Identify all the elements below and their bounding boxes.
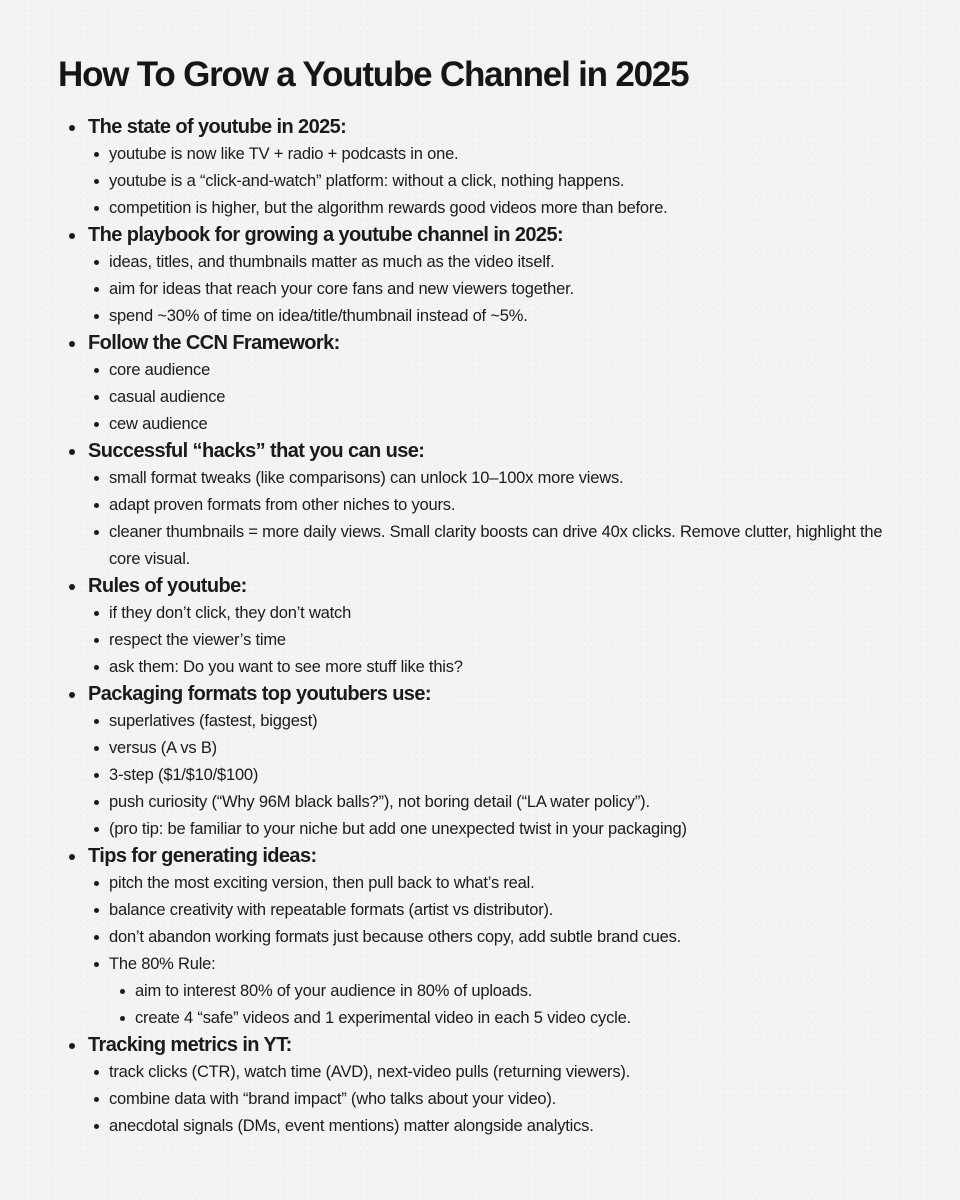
list-item: core audience xyxy=(88,357,918,384)
list-item: balance creativity with repeatable formats (artist vs distributor). xyxy=(88,897,918,924)
section-packaging-formats xyxy=(58,681,918,843)
list-item: if they don’t click, they don’t watch xyxy=(88,600,918,627)
section-hacks xyxy=(58,438,918,573)
bullet-list xyxy=(88,870,918,1032)
bullet-list xyxy=(88,465,918,573)
section-heading: The state of youtube in 2025: xyxy=(88,116,347,138)
page-title: How To Grow a Youtube Channel in 2025 xyxy=(58,55,689,94)
list-item: adapt proven formats from other niches to yours. xyxy=(88,492,918,519)
list-item: competition is higher, but the algorithm rewards good videos more than before. xyxy=(88,195,918,222)
section-list xyxy=(58,114,918,1140)
list-item: spend ~30% of time on idea/title/thumbnail instead of ~5%. xyxy=(88,303,918,330)
section-heading: Successful “hacks” that you can use: xyxy=(88,440,425,462)
list-item: anecdotal signals (DMs, event mentions) matter alongside analytics. xyxy=(88,1113,918,1140)
section-idea-tips xyxy=(58,843,918,1032)
list-item: respect the viewer’s time xyxy=(88,627,918,654)
list-item: (pro tip: be familiar to your niche but add one unexpected twist in your packaging) xyxy=(88,816,918,843)
list-item: ideas, titles, and thumbnails matter as much as the video itself. xyxy=(88,249,918,276)
section-rules xyxy=(58,573,918,681)
list-item: track clicks (CTR), watch time (AVD), next-video pulls (returning viewers). xyxy=(88,1059,918,1086)
list-item: don’t abandon working formats just because others copy, add subtle brand cues. xyxy=(88,924,918,951)
section-ccn-framework xyxy=(58,330,918,438)
list-item-label: The 80% Rule: xyxy=(109,955,216,973)
list-item: push curiosity (“Why 96M black balls?”), not boring detail (“LA water policy”). xyxy=(88,789,918,816)
bullet-list xyxy=(88,600,918,681)
list-item: small format tweaks (like comparisons) can unlock 10–100x more views. xyxy=(88,465,918,492)
section-heading: Follow the CCN Framework: xyxy=(88,332,340,354)
section-tracking-metrics xyxy=(58,1032,918,1140)
list-item: casual audience xyxy=(88,384,918,411)
list-item: youtube is a “click-and-watch” platform: without a click, nothing happens. xyxy=(88,168,918,195)
list-item: versus (A vs B) xyxy=(88,735,918,762)
section-heading: Tips for generating ideas: xyxy=(88,845,317,867)
list-item: cew audience xyxy=(88,411,918,438)
list-item: youtube is now like TV + radio + podcasts in one. xyxy=(88,141,918,168)
nested-list-item: create 4 “safe” videos and 1 experimental video in each 5 video cycle. xyxy=(114,1005,918,1032)
list-item: aim for ideas that reach your core fans and new viewers together. xyxy=(88,276,918,303)
section-playbook xyxy=(58,222,918,330)
list-item: 3-step ($1/$10/$100) xyxy=(88,762,918,789)
bullet-list xyxy=(88,1059,918,1140)
list-item: pitch the most exciting version, then pull back to what’s real. xyxy=(88,870,918,897)
list-item: cleaner thumbnails = more daily views. Small clarity boosts can drive 40x clicks. Remove clutter, highlight the core visual. xyxy=(88,519,918,573)
list-item: ask them: Do you want to see more stuff like this? xyxy=(88,654,918,681)
list-item-80-rule xyxy=(88,951,918,1032)
section-heading: Packaging formats top youtubers use: xyxy=(88,683,431,705)
section-state-of-youtube xyxy=(58,114,918,222)
bullet-list xyxy=(88,708,918,843)
section-heading: Rules of youtube: xyxy=(88,575,247,597)
bullet-list xyxy=(88,141,918,222)
list-item: combine data with “brand impact” (who talks about your video). xyxy=(88,1086,918,1113)
list-item: superlatives (fastest, biggest) xyxy=(88,708,918,735)
nested-bullet-list xyxy=(109,978,918,1032)
document xyxy=(58,52,918,1140)
section-heading: The playbook for growing a youtube channel in 2025: xyxy=(88,224,564,246)
section-heading: Tracking metrics in YT: xyxy=(88,1034,292,1056)
bullet-list xyxy=(88,357,918,438)
bullet-list xyxy=(88,249,918,330)
nested-list-item: aim to interest 80% of your audience in 80% of uploads. xyxy=(114,978,918,1005)
